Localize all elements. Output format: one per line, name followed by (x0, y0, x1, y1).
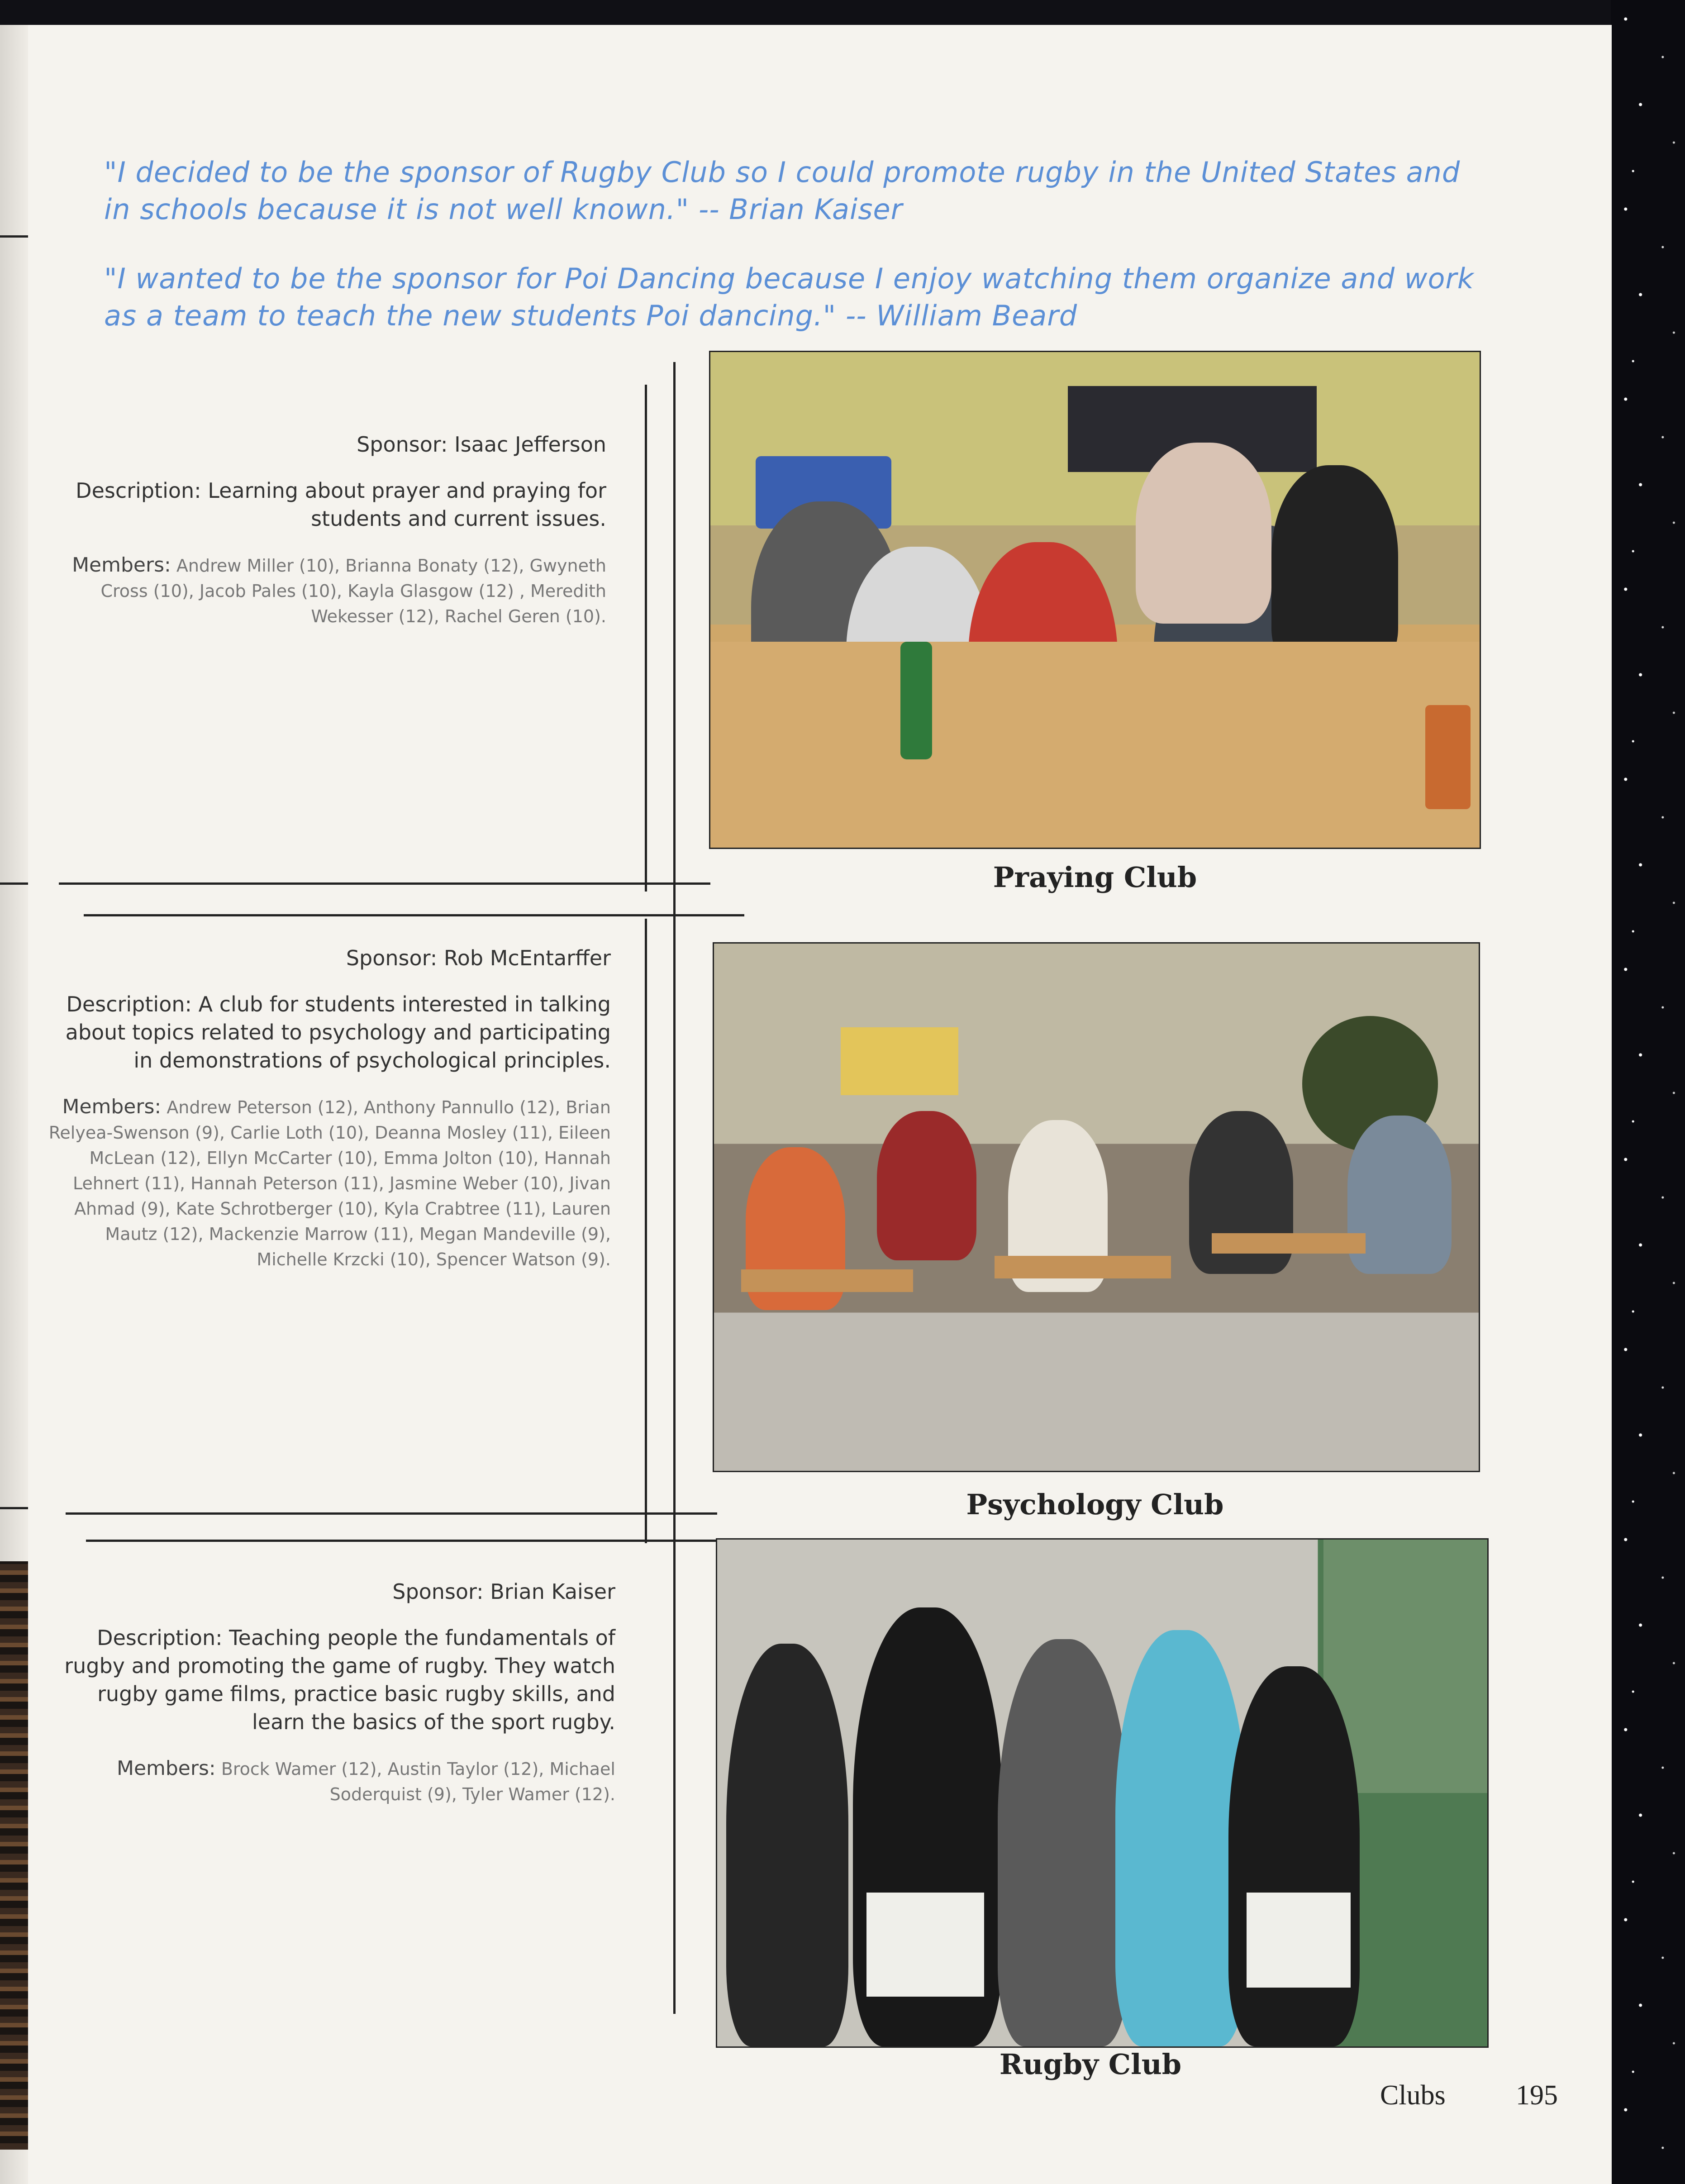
sponsor-quote-rugby: "I decided to be the sponsor of Rugby Club so I could promote rugby in the United States and in schools because it is not well known." -- Brian Kaiser (104, 156, 1461, 226)
spine-mark (0, 1507, 28, 1509)
members-list: Andrew Miller (10), Brianna Bonaty (12), Gwyneth Cross (10), Jacob Pales (10), Kayla Glasgow (12) , Meredith Wekesser (12), Rachel Geren (10). (100, 556, 606, 626)
student (1228, 1666, 1360, 2046)
photo-rugby-club (717, 1540, 1487, 2046)
divider-horizontal (86, 1540, 747, 1542)
white-shorts (1247, 1893, 1351, 1988)
divider-horizontal (59, 882, 710, 885)
caption-praying-club: Praying Club (993, 861, 1197, 894)
members-label: Members: (72, 553, 171, 577)
club-info-praying (41, 432, 606, 629)
top-border (0, 0, 1685, 25)
divider-horizontal (84, 914, 744, 916)
adjacent-page-photo-edge (0, 1561, 28, 2150)
club-members (41, 553, 606, 629)
student (1115, 1630, 1247, 2046)
club-description: Description: Learning about prayer and praying for students and current issues. (76, 478, 606, 531)
photo-psychology-club (714, 944, 1479, 1471)
desk (741, 1269, 913, 1292)
club-sponsor: Sponsor: Rob McEntarffer (346, 946, 611, 970)
club-members (50, 1756, 615, 1807)
section-title: Clubs (1380, 2080, 1446, 2111)
club-members (45, 1094, 611, 1272)
starfield-background (1611, 0, 1685, 2184)
divider-vertical (645, 919, 647, 1543)
water-bottle (900, 642, 932, 759)
members-list: Brock Wamer (12), Austin Taylor (12), Michael Soderquist (9), Tyler Wamer (12). (221, 1759, 615, 1804)
members-list: Andrew Peterson (12), Anthony Pannullo (12), Brian Relyea-Swenson (9), Carlie Loth (10), Deanna Mosley (11), Eileen McLean (12), Ellyn McCarter (10), Emma Jolton (10), Hannah Lehnert (11), Hannah Peterson (11), Jasmine Weber (10), Jivan Ahmad (9), Kate Schrotberger (10), Kyla Crabtree (11), Lauren Mautz (12), Mackenzie Marrow (11), Megan Mandeville (9), Michelle Krzcki (10), Spencer Watson (9). (48, 1097, 611, 1269)
club-description: Description: A club for students interested in talking about topics related to psychology and participating in demonstrations of psychological principles. (65, 992, 611, 1073)
white-shorts (866, 1893, 984, 1997)
club-description: Description: Teaching people the fundamentals of rugby and promoting the game of rugby. They watch rugby game films, practice basic rugby skills, and learn the basics of the sport rugby. (64, 1626, 615, 1734)
club-info-rugby (50, 1579, 615, 1807)
desk (1212, 1233, 1366, 1254)
club-info-psychology (45, 946, 611, 1272)
photo-praying-club (710, 352, 1480, 848)
soda-can (1425, 705, 1471, 809)
welcome-sign (841, 1027, 958, 1095)
club-sponsor: Sponsor: Isaac Jefferson (357, 432, 606, 457)
student (877, 1111, 976, 1260)
caption-rugby-club: Rugby Club (999, 2048, 1182, 2081)
student (1271, 465, 1398, 669)
sponsor-quote-poi: "I wanted to be the sponsor for Poi Dancing because I enjoy watching them organize and work as a team to teach the new students Poi dancing." -- William Beard (104, 262, 1474, 332)
caption-psychology-club: Psychology Club (966, 1488, 1224, 1521)
spine-mark (0, 882, 28, 885)
divider-vertical (673, 362, 676, 2014)
desk (995, 1256, 1171, 1278)
divider-horizontal (66, 1512, 717, 1515)
student (1136, 443, 1271, 624)
divider-vertical (645, 385, 647, 892)
club-sponsor: Sponsor: Brian Kaiser (392, 1579, 615, 1604)
members-label: Members: (116, 1757, 216, 1780)
spine-mark (0, 235, 28, 238)
page-number: 195 (1516, 2080, 1558, 2111)
student (726, 1644, 848, 2046)
members-label: Members: (62, 1095, 162, 1118)
table (710, 642, 1480, 848)
student (998, 1639, 1129, 2046)
